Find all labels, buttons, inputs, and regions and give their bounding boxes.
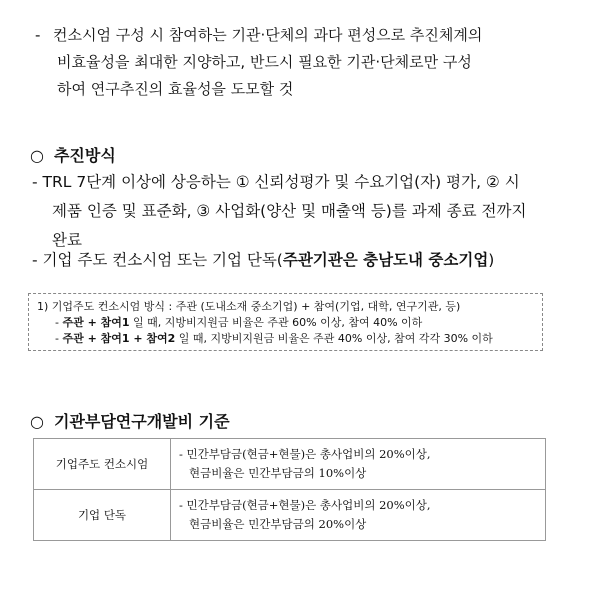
- table-row: [34, 490, 546, 541]
- method-item-consortium: [32, 246, 560, 275]
- row-label: 기업 단독: [34, 490, 171, 541]
- host-org-requirement: 주관기관은 충남도내 중소기업: [282, 251, 489, 269]
- row-label: 기업주도 컨소시엄: [34, 439, 171, 490]
- row-description: - 민간부담금(현금+현물)은 총사업비의 20%이상, 현금비율은 민간부담금의 10%이상: [171, 439, 546, 490]
- consortium-note-box: [28, 293, 543, 351]
- row-description: - 민간부담금(현금+현물)은 총사업비의 20%이상, 현금비율은 민간부담금의 20%이상: [171, 490, 546, 541]
- circle-bullet-icon: ○: [30, 412, 44, 431]
- section-title: 추진방식: [53, 146, 116, 165]
- item-line-1: - TRL 7단계 이상에 상응하는 ① 신뢰성평가 및 수요기업(자) 평가, ② 시: [32, 173, 520, 191]
- cost-criteria-table: [33, 438, 546, 541]
- intro-line-1: 컨소시엄 구성 시 참여하는 기관·단체의 과다 편성으로 추진체계의: [53, 26, 483, 44]
- intro-line-2: 비효율성을 최대한 지양하고, 반드시 필요한 기관·단체로만 구성: [57, 53, 472, 71]
- note-sub-1: - 주관 + 참여1 일 때, 지방비지원금 비율은 주관 60% 이상, 참여 40% 이하: [55, 316, 423, 329]
- bullet-dash: -: [32, 251, 38, 269]
- circle-bullet-icon: ○: [30, 146, 44, 165]
- note-line-1: 1) 기업주도 컨소시엄 방식 : 주관 (도내소재 중소기업) + 참여(기업, 대학, 연구기관, 등): [37, 300, 461, 313]
- item-line-3: 완료: [52, 231, 82, 249]
- item-line: - 기업 주도 컨소시엄 또는 기업 단독(주관기관은 충남도내 중소기업): [32, 251, 495, 269]
- note-sub-2: - 주관 + 참여1 + 참여2 일 때, 지방비지원금 비율은 주관 40% 이상, 참여 각각 30% 이하: [55, 332, 493, 345]
- method-item-trl: [32, 168, 560, 255]
- table-row: [34, 439, 546, 490]
- section-title: 기관부담연구개발비 기준: [53, 412, 230, 431]
- section-heading-method: [30, 143, 116, 166]
- intro-line-3: 하여 연구추진의 효율성을 도모할 것: [57, 80, 294, 98]
- intro-bullet: [35, 22, 555, 103]
- item-line-2: 제품 인증 및 표준화, ③ 사업화(양산 및 매출액 등)를 과제 종료 전까지: [52, 202, 527, 220]
- section-heading-cost: [30, 409, 230, 432]
- bullet-dash: -: [35, 26, 41, 44]
- bullet-dash: -: [32, 173, 38, 191]
